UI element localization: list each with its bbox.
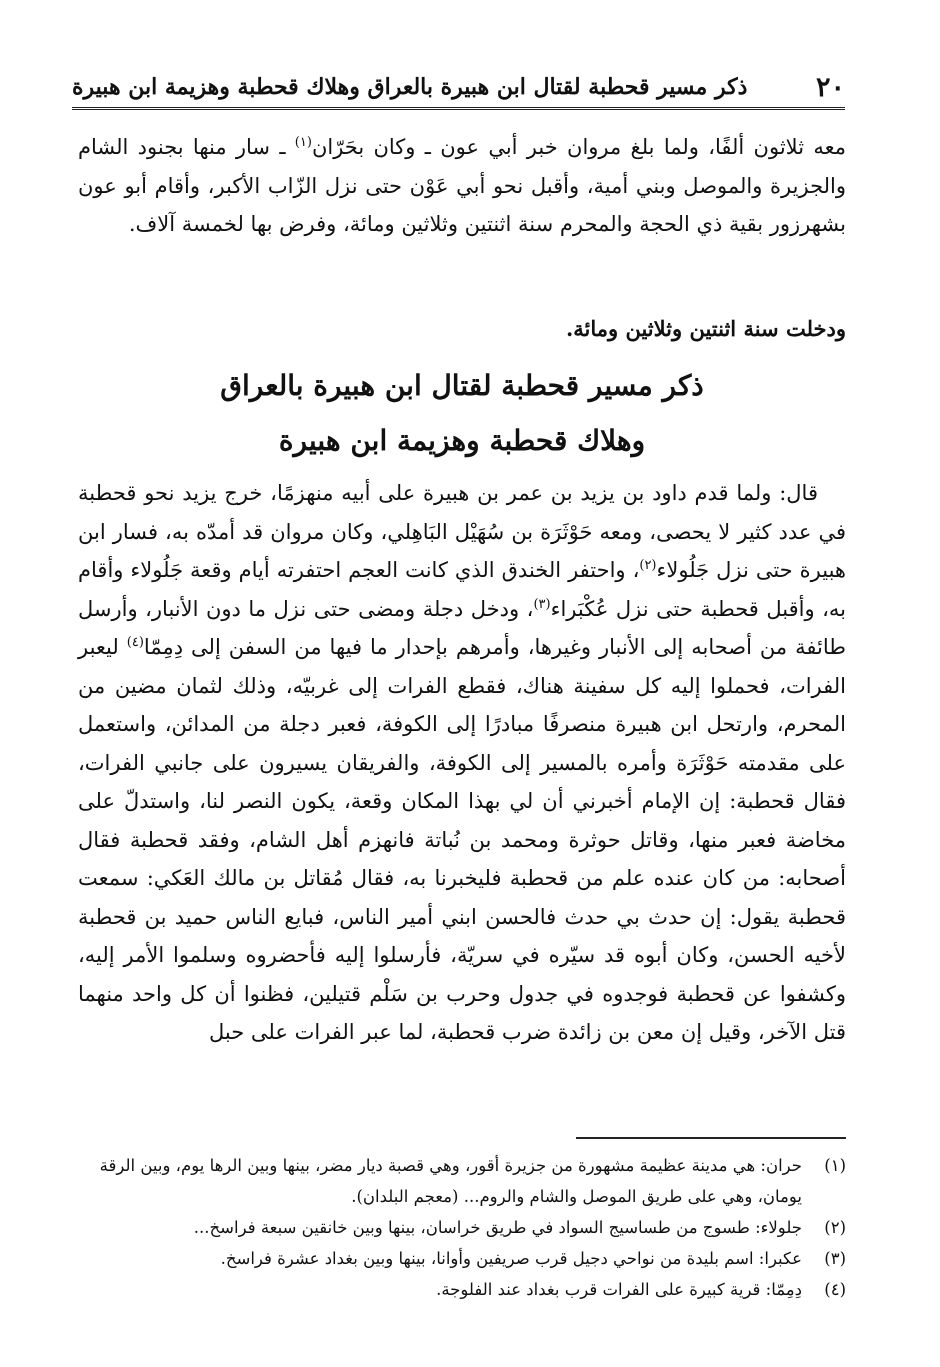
paragraph-text: ليعبر الفرات، فحملوا إليه كل سفينة هناك، فقطع الفرات إلى غربيّه، وذلك لثمان مضين من المحرم، وارتحل ابن هبيرة منصرفًا مبادرًا إلى الكوفة، فعبر دجلة من المدائن، واستعمل على مقدمته حَوْثَرَة وأمره بالمسير إلى الكوفة، والفريقان يسيرون على جانبي الفرات، فقال قحطبة: إن الإمام أخبرني أن لي بهذا المكان وقعة، يكون النصر لنا، واستدلّ على مخاضة فعبر منها، وقاتل حوثرة ومحمد بن نُباتة فانهزم أهل الشام، وفقد قحطبة فقال أصحابه: من كان عنده علم من قحطبة فليخبرنا به، فقال مُقاتل بن مالك العَكي: سمعت قحطبة يقول: إن حدث بي حدث فالحسن ابني أمير الناس، فبايع الناس حميد بن قحطبة لأخيه الحسن، وكان أبوه قد سيّره في سريّة، فأرسلوا إليه فأحضروه وسلموا الأمر إليه، وكشفوا عن قحطبة فوجدوه في جدول وحرب بن سَلْم قتيلين، فظنوا أن كل واحد منهما قتل الآخر، وقيل إن معن بن زائدة ضرب قحطبة، لما عبر الفرات على حبل [78,635,846,1044]
running-header [72,62,845,110]
footnote-text: حران: هي مدينة عظيمة مشهورة من جزيرة أقور، وهي قصبة ديار مضر، بينها وبين الرها يوم، وبين الرقة يومان، وهي على طريق الموصل والشام والروم... (معجم البلدان). [99,1156,802,1206]
footnote-text: جلولاء: طسوج من طساسيج السواد في طريق خراسان، بينها وبين خانقين سبعة فراسخ... [193,1218,802,1237]
footnote-number: (٢) [824,1218,846,1237]
footnote-1 [78,1150,846,1212]
footnote-number: (١) [824,1156,846,1175]
paragraph-text: ، واحتفر الخندق الذي كانت العجم احتفرته أيام وقعة جَلُولاء وأقام به، وأقبل قحطبة حتى نزل عُكْبَراء [78,558,846,621]
footnote-ref-2: (٢) [639,558,657,573]
footnote-text: عكبرا: اسم بليدة من نواحي دجيل قرب صريفين وأوانا، بينها وبين بغداد عشرة فراسخ. [220,1249,802,1268]
footnote-number: (٤) [824,1280,846,1299]
paragraph-text: قال: ولما قدم داود بن يزيد بن عمر بن هبيرة على أبيه منهزمًا، خرج يزيد نحو قحطبة في عدد كثير لا يحصى، ومعه حَوْثَرَة بن سُهَيْل البَاهِلي، وكان مروان قد أمدّه به، فسار ابن هبيرة حتى نزل جَلُولاء [78,481,846,582]
footnote-4 [78,1274,846,1305]
footnote-2 [78,1212,846,1243]
footnote-text: دِمِمّا: قرية كبيرة على الفرات قرب بغداد عند الفلوجة. [436,1280,802,1299]
running-title: ذكر مسير قحطبة لقتال ابن هبيرة بالعراق وهلاك قحطبة وهزيمة ابن هبيرة [72,74,748,100]
paragraph-text: ـ سار منها بجنود الشام والجزيرة والموصل وبني أمية، وأقبل نحو أبي عَوْن حتى نزل الزّاب الأكبر، وأقام أبو عون بشهرزور بقية ذي الحجة والمحرم سنة اثنتين وثلاثين ومائة، وفرض بها لخمسة آلاف. [78,135,846,236]
section-title-line-2: وهلاك قحطبة وهزيمة ابن هبيرة [278,424,646,457]
footnote-ref-3: (٣) [533,596,551,612]
footnote-3 [78,1243,846,1274]
paragraph-text: معه ثلاثون ألفًا، ولما بلغ مروان خبر أبي عون ـ وكان بحَرّان [311,135,846,159]
footnote-number: (٣) [824,1249,846,1268]
year-note: ودخلت سنة اثنتين وثلاثين ومائة. [565,316,846,341]
footnote-ref-4: (٤) [126,635,144,650]
page-number: ٢٠ [815,72,845,103]
section-title-line-1: ذكر مسير قحطبة لقتال ابن هبيرة بالعراق [220,369,704,402]
paragraph-continuation [78,128,846,244]
footnote-ref-1: (١) [294,135,312,150]
paragraph-main [78,474,846,1052]
footnotes [78,1150,846,1305]
paragraph-text: ، ودخل دجلة ومضى حتى نزل ما دون الأنبار، وأرسل طائفة من أصحابه إلى الأنبار وغيرها، وأمرهم بإحدار ما فيها من السفن إلى دِمِمّا [78,596,846,659]
header-rule [72,107,845,110]
footnote-separator [576,1137,846,1139]
